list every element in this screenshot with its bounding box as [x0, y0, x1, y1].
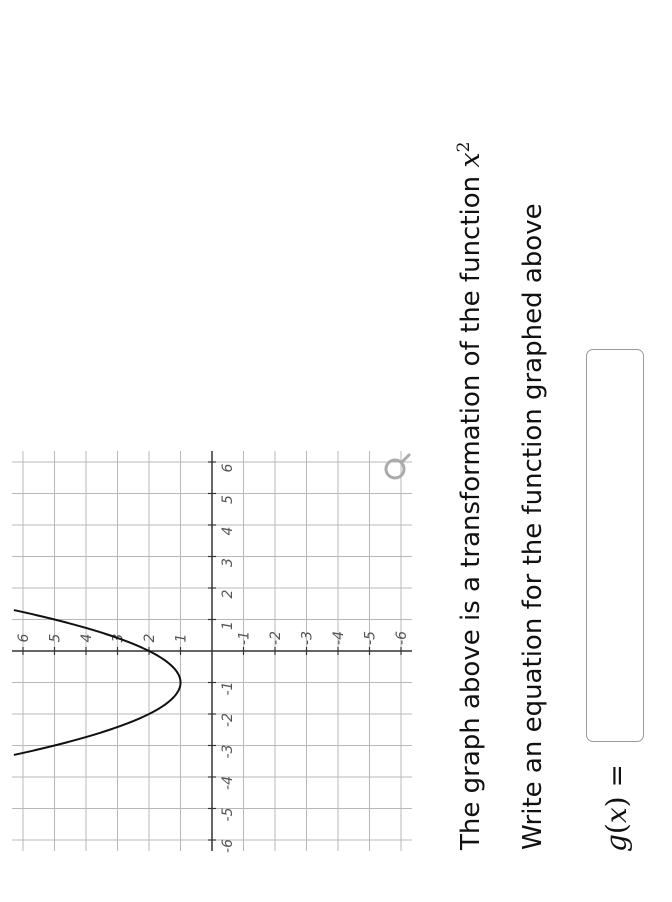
tick-labels — [16, 463, 410, 853]
x-tick-label: -6 — [220, 839, 236, 853]
x-tick-label: 6 — [220, 463, 236, 473]
y-tick-label: -4 — [331, 631, 347, 645]
y-tick-label: -3 — [299, 631, 316, 645]
x-tick-label: -5 — [220, 807, 236, 822]
answer-input[interactable] — [586, 349, 644, 742]
math-x-squared: $x^2$ — [454, 141, 486, 168]
y-tick-label: 6 — [16, 633, 32, 643]
x-tick-label: -4 — [220, 776, 236, 790]
question-line-2: Write an equation for the function graphed above — [518, 203, 548, 850]
x-tick-label: 3 — [220, 558, 236, 567]
x-tick-label: -3 — [220, 744, 236, 759]
x-tick-label: 5 — [220, 495, 236, 504]
y-tick-label: -6 — [394, 631, 410, 645]
question-line-1 — [454, 142, 486, 850]
y-tick-label: -2 — [268, 631, 284, 645]
x-tick-label: -2 — [220, 713, 236, 727]
y-tick-label: 4 — [79, 633, 95, 643]
x-tick-label: 2 — [220, 589, 236, 599]
y-tick-label: 5 — [47, 633, 64, 643]
y-tick-label: 1 — [173, 633, 190, 643]
y-tick-label: 3 — [110, 633, 127, 643]
zoom-magnifier-icon[interactable] — [386, 455, 409, 478]
y-tick-label: -5 — [362, 631, 379, 645]
axes — [12, 451, 412, 851]
question-text: The graph above is a transformation of the function — [456, 175, 486, 850]
y-tick-label: -1 — [236, 631, 253, 645]
x-tick-label: 1 — [220, 621, 236, 630]
answer-label: g(x) = — [600, 764, 633, 852]
y-tick-label: 2 — [142, 633, 158, 643]
x-tick-label: 4 — [220, 526, 236, 536]
x-tick-label: -1 — [220, 681, 236, 696]
